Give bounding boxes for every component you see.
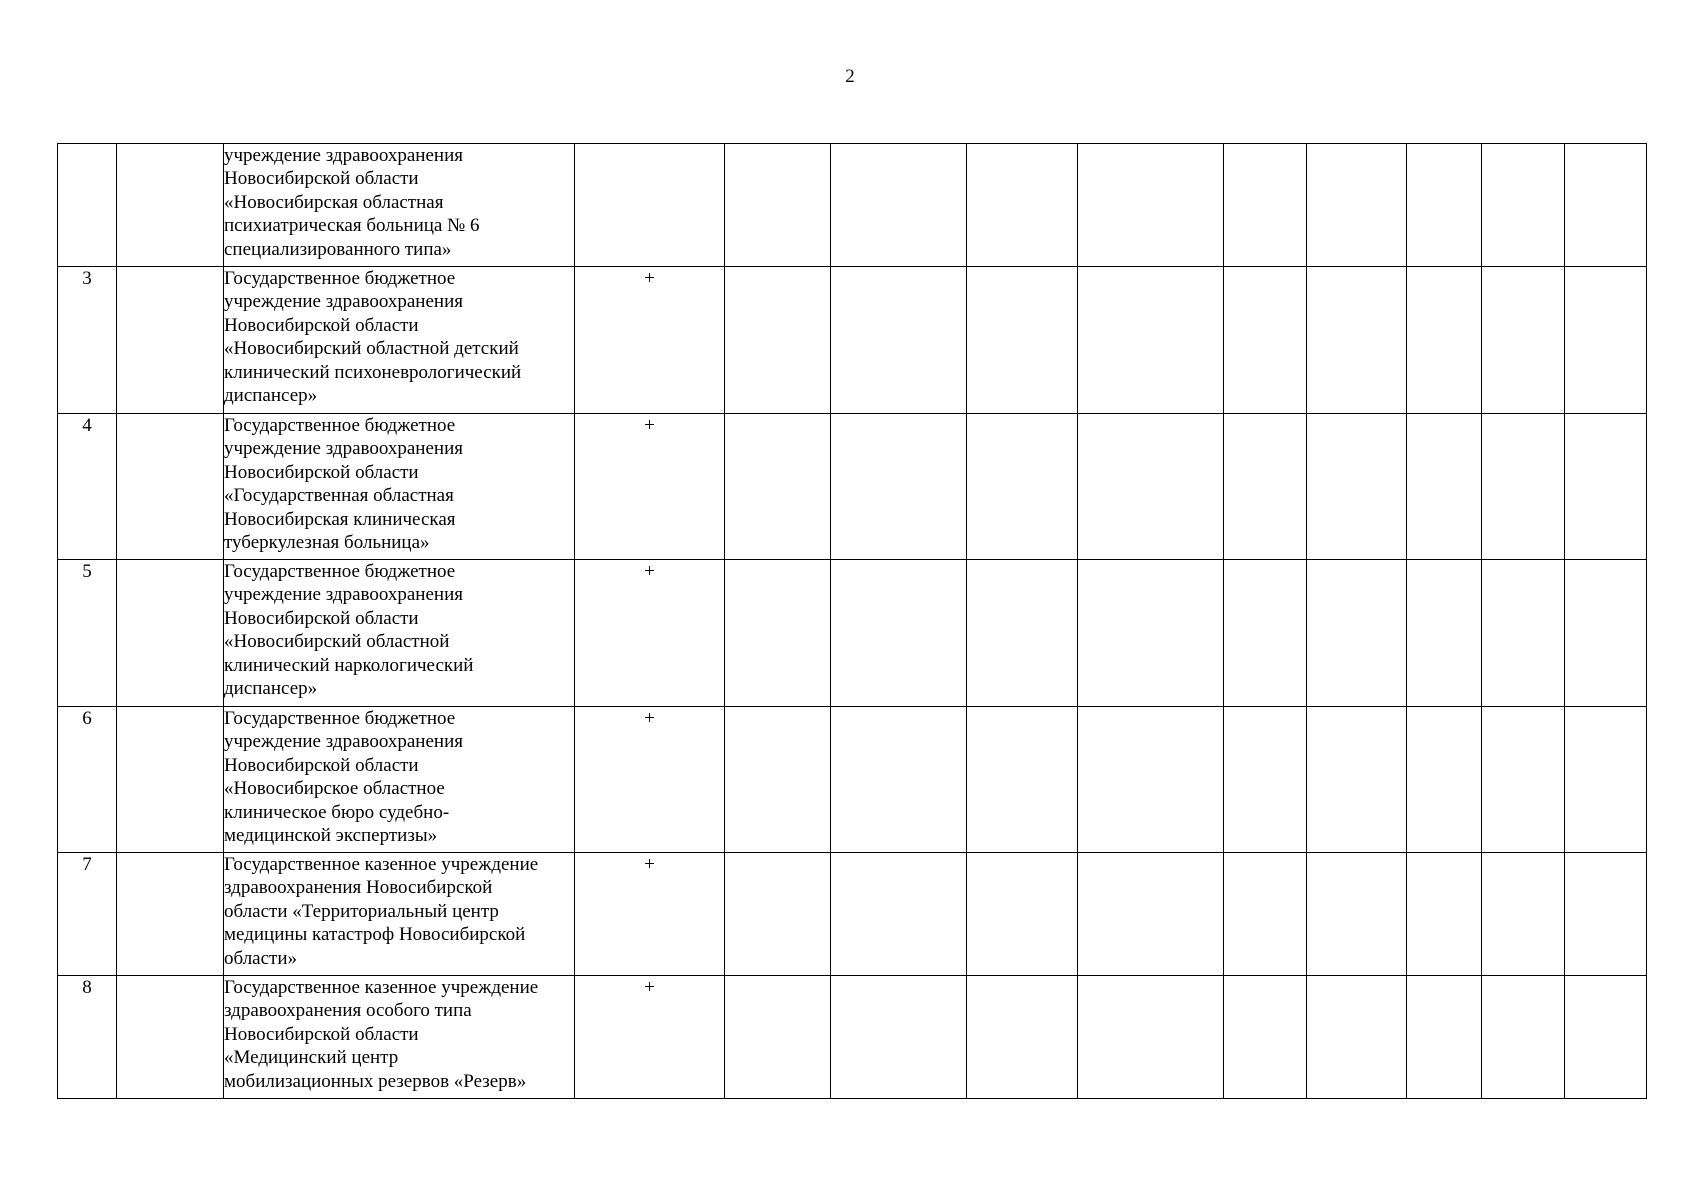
row-number: 7 <box>58 853 117 976</box>
empty-cell <box>117 267 224 414</box>
table-row <box>58 560 1647 707</box>
institution-name-line: здравоохранения особого типа <box>224 1000 472 1022</box>
institution-name-line: Новосибирской области <box>224 754 419 776</box>
institution-name-line: «Новосибирская областная <box>224 191 444 213</box>
institution-name-line: Новосибирской области <box>224 314 419 336</box>
empty-cell <box>1078 144 1224 267</box>
empty-cell <box>725 267 831 414</box>
empty-cell <box>1565 414 1647 560</box>
empty-cell <box>117 560 224 707</box>
institution-name-line: Государственное бюджетное <box>224 561 456 582</box>
institution-name-line: Государственное казенное учреждение <box>224 854 539 875</box>
row-number: 6 <box>58 707 117 853</box>
empty-cell <box>1407 560 1482 707</box>
empty-cell <box>831 267 967 414</box>
empty-cell <box>1482 414 1565 560</box>
institution-name-line: Новосибирской области <box>224 168 419 190</box>
institution-name-line: Новосибирской области <box>224 607 419 629</box>
empty-cell <box>1078 976 1224 1099</box>
empty-cell <box>1407 267 1482 414</box>
institution-name-line: «Новосибирский областной <box>224 631 450 653</box>
empty-cell <box>1224 560 1307 707</box>
institution-name-line: Государственное бюджетное <box>224 268 456 289</box>
plus-mark: + <box>575 853 725 976</box>
institution-name-line: Государственное бюджетное <box>224 415 456 436</box>
institution-name <box>224 560 575 707</box>
institution-name-line: специализированного типа» <box>224 238 452 260</box>
empty-cell <box>967 560 1078 707</box>
plus-mark <box>575 144 725 267</box>
empty-cell <box>1307 707 1407 853</box>
empty-cell <box>831 976 967 1099</box>
institution-name-line: учреждение здравоохранения <box>224 731 463 753</box>
empty-cell <box>117 144 224 267</box>
row-number: 4 <box>58 414 117 560</box>
institution-name <box>224 144 575 267</box>
institution-name-line: клинический психоневрологический <box>224 361 522 383</box>
empty-cell <box>1307 414 1407 560</box>
institution-name-line: клиническое бюро судебно- <box>224 801 450 823</box>
empty-cell <box>1407 414 1482 560</box>
row-number: 5 <box>58 560 117 707</box>
empty-cell <box>1307 853 1407 976</box>
institution-name-line: медицины катастроф Новосибирской <box>224 924 526 946</box>
empty-cell <box>1078 560 1224 707</box>
empty-cell <box>1224 976 1307 1099</box>
empty-cell <box>1407 707 1482 853</box>
institution-name-line: туберкулезная больница» <box>224 532 430 554</box>
institution-name-line: Новосибирской области <box>224 1023 419 1045</box>
empty-cell <box>117 853 224 976</box>
empty-cell <box>725 707 831 853</box>
empty-cell <box>1565 707 1647 853</box>
empty-cell <box>725 560 831 707</box>
row-number: 3 <box>58 267 117 414</box>
institution-name <box>224 707 575 853</box>
institution-name <box>224 976 575 1099</box>
plus-mark: + <box>575 267 725 414</box>
empty-cell <box>1407 144 1482 267</box>
empty-cell <box>1565 560 1647 707</box>
institution-name-line: психиатрическая больница № 6 <box>224 215 480 237</box>
empty-cell <box>725 853 831 976</box>
empty-cell <box>1224 267 1307 414</box>
institution-name-line: медицинской экспертизы» <box>224 825 438 847</box>
table-row <box>58 976 1647 1099</box>
institution-name-line: «Новосибирский областной детский <box>224 338 519 360</box>
institution-name-line: учреждение здравоохранения <box>224 584 463 606</box>
empty-cell <box>831 144 967 267</box>
empty-cell <box>1482 853 1565 976</box>
empty-cell <box>1482 976 1565 1099</box>
empty-cell <box>967 707 1078 853</box>
institution-name-line: Новосибирская клиническая <box>224 508 456 530</box>
empty-cell <box>117 414 224 560</box>
empty-cell <box>117 707 224 853</box>
institution-name-line: учреждение здравоохранения <box>224 145 463 166</box>
empty-cell <box>967 267 1078 414</box>
empty-cell <box>1565 853 1647 976</box>
empty-cell <box>1224 707 1307 853</box>
row-number: 8 <box>58 976 117 1099</box>
institution-name-line: Государственное бюджетное <box>224 708 456 729</box>
institution-name-line: Государственное казенное учреждение <box>224 977 539 998</box>
plus-mark: + <box>575 414 725 560</box>
empty-cell <box>725 144 831 267</box>
empty-cell <box>1224 144 1307 267</box>
institution-name <box>224 853 575 976</box>
institutions-table <box>57 143 1647 1099</box>
institution-name <box>224 267 575 414</box>
empty-cell <box>1078 707 1224 853</box>
institution-name-line: здравоохранения Новосибирской <box>224 877 493 899</box>
empty-cell <box>1078 414 1224 560</box>
institution-name-line: клинический наркологический <box>224 654 474 676</box>
empty-cell <box>1565 144 1647 267</box>
empty-cell <box>1407 976 1482 1099</box>
empty-cell <box>967 976 1078 1099</box>
empty-cell <box>1407 853 1482 976</box>
empty-cell <box>1307 976 1407 1099</box>
empty-cell <box>1565 976 1647 1099</box>
institution-name-line: диспансер» <box>224 678 318 700</box>
institution-name-line: учреждение здравоохранения <box>224 291 463 313</box>
empty-cell <box>1307 144 1407 267</box>
empty-cell <box>1482 560 1565 707</box>
empty-cell <box>1482 707 1565 853</box>
empty-cell <box>967 853 1078 976</box>
institution-name <box>224 414 575 560</box>
table-row <box>58 414 1647 560</box>
plus-mark: + <box>575 707 725 853</box>
empty-cell <box>1224 414 1307 560</box>
institution-name-line: Новосибирской области <box>224 461 419 483</box>
empty-cell <box>725 976 831 1099</box>
empty-cell <box>117 976 224 1099</box>
institution-name-line: «Государственная областная <box>224 485 454 507</box>
empty-cell <box>831 560 967 707</box>
table-row <box>58 267 1647 414</box>
empty-cell <box>831 707 967 853</box>
row-number <box>58 144 117 267</box>
empty-cell <box>1482 144 1565 267</box>
institution-name-line: диспансер» <box>224 385 318 407</box>
institution-name-line: «Новосибирское областное <box>224 778 445 800</box>
empty-cell <box>967 144 1078 267</box>
plus-mark: + <box>575 976 725 1099</box>
empty-cell <box>1565 267 1647 414</box>
institution-name-line: мобилизационных резервов «Резерв» <box>224 1070 527 1092</box>
institution-name-line: учреждение здравоохранения <box>224 438 463 460</box>
empty-cell <box>1224 853 1307 976</box>
institution-name-line: области «Территориальный центр <box>224 900 499 922</box>
empty-cell <box>1307 560 1407 707</box>
table-row <box>58 144 1647 267</box>
empty-cell <box>1307 267 1407 414</box>
plus-mark: + <box>575 560 725 707</box>
empty-cell <box>967 414 1078 560</box>
empty-cell <box>831 853 967 976</box>
table-row <box>58 707 1647 853</box>
empty-cell <box>1078 267 1224 414</box>
page-number: 2 <box>845 66 855 87</box>
empty-cell <box>1482 267 1565 414</box>
empty-cell <box>725 414 831 560</box>
institution-name-line: «Медицинский центр <box>224 1047 399 1069</box>
institution-name-line: области» <box>224 947 298 969</box>
empty-cell <box>1078 853 1224 976</box>
table-row <box>58 853 1647 976</box>
empty-cell <box>831 414 967 560</box>
